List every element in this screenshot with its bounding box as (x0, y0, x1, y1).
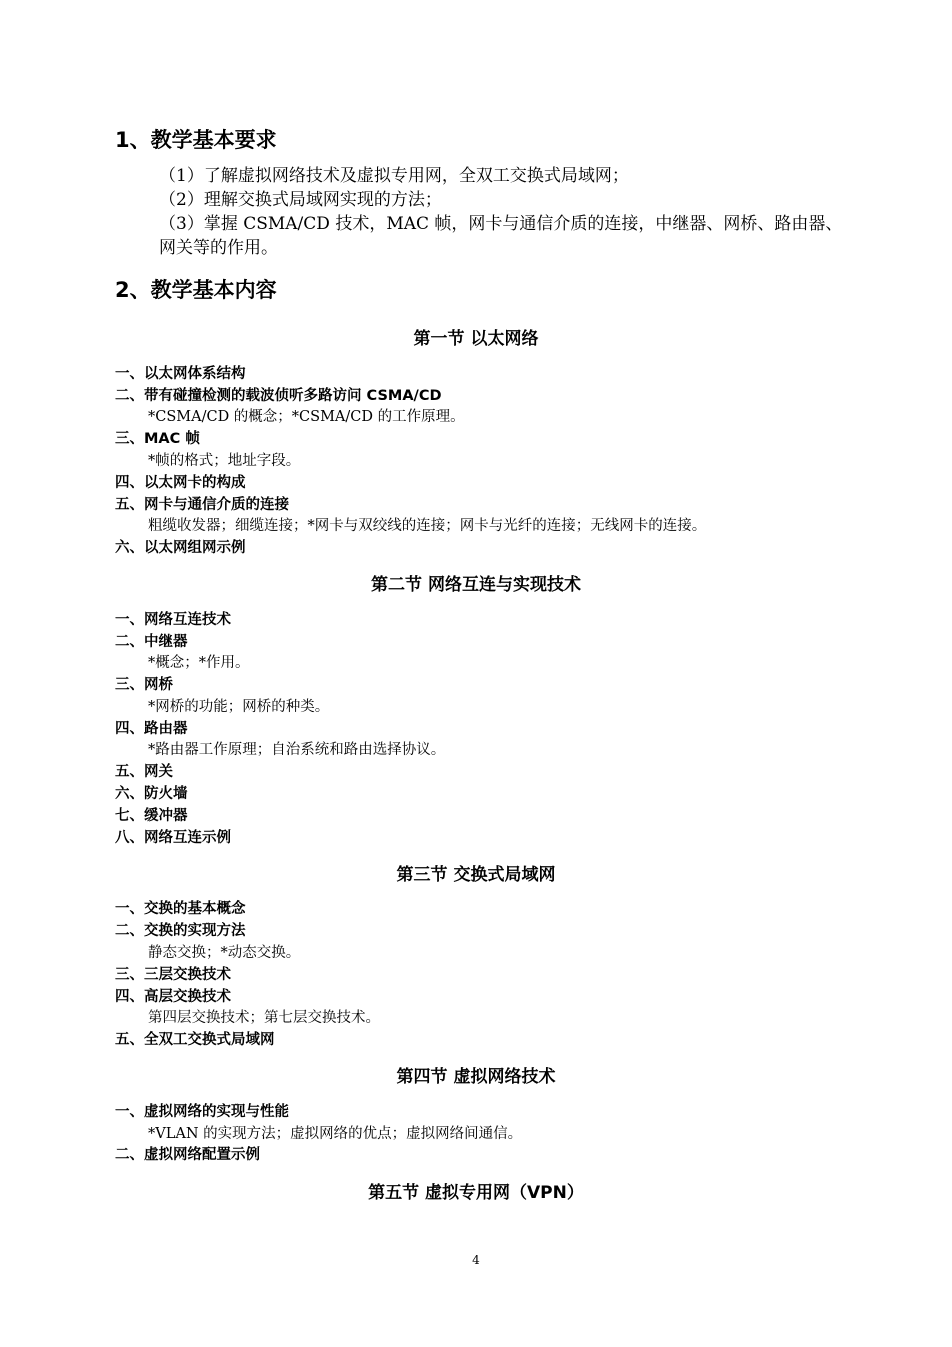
list-item-detail: 静态交换；*动态交换。 (148, 945, 301, 961)
list-item-detail: *帧的格式；地址字段。 (148, 453, 301, 469)
list-item-detail: *路由器工作原理；自治系统和路由选择协议。 (148, 742, 446, 758)
list-item: 五、网卡与通信介质的连接 (115, 497, 289, 513)
heading-teaching-requirements: 1、教学基本要求 (115, 128, 277, 152)
section-title-vpn: 第五节 虚拟专用网（VPN） (368, 1183, 584, 1203)
page-number: 4 (472, 1253, 480, 1267)
list-item: 七、缓冲器 (115, 808, 188, 824)
list-item: 五、全双工交换式局域网 (115, 1032, 275, 1048)
list-item: 一、以太网体系结构 (115, 366, 246, 382)
list-item: 三、网桥 (115, 677, 173, 693)
list-item: 五、网关 (115, 764, 173, 780)
list-item: 六、以太网组网示例 (115, 540, 246, 556)
list-item: 一、交换的基本概念 (115, 901, 246, 917)
requirement-item: （2）理解交换式局域网实现的方法； (159, 190, 442, 210)
list-item-detail: *概念；*作用。 (148, 655, 250, 671)
list-item: 二、带有碰撞检测的载波侦听多路访问 CSMA/CD (115, 388, 442, 404)
section-title-switched-lan: 第三节 交换式局域网 (396, 865, 556, 885)
list-item: 一、虚拟网络的实现与性能 (115, 1104, 289, 1120)
list-item-detail: 第四层交换技术；第七层交换技术。 (148, 1010, 380, 1026)
list-item: 二、交换的实现方法 (115, 923, 246, 939)
list-item: 二、中继器 (115, 634, 188, 650)
list-item: 三、MAC 帧 (115, 431, 200, 447)
list-item: 二、虚拟网络配置示例 (115, 1147, 260, 1163)
list-item-detail: *CSMA/CD 的概念；*CSMA/CD 的工作原理。 (148, 409, 465, 425)
list-item: 六、防火墙 (115, 786, 188, 802)
section-title-vlan: 第四节 虚拟网络技术 (396, 1067, 556, 1087)
list-item: 四、路由器 (115, 721, 188, 737)
heading-teaching-content: 2、教学基本内容 (115, 278, 277, 302)
section-title-ethernet: 第一节 以太网络 (413, 329, 539, 349)
requirement-item: （3）掌握 CSMA/CD 技术，MAC 帧，网卡与通信介质的连接，中继器、网桥、路由器、网关等的作用。 (159, 214, 843, 258)
list-item: 一、网络互连技术 (115, 612, 231, 628)
requirements-list (115, 164, 845, 260)
list-item-detail: 粗缆收发器；细缆连接；*网卡与双绞线的连接；网卡与光纤的连接；无线网卡的连接。 (148, 518, 707, 534)
list-item: 八、网络互连示例 (115, 830, 231, 846)
list-item: 三、三层交换技术 (115, 967, 231, 983)
list-item-detail: *网桥的功能；网桥的种类。 (148, 699, 330, 715)
list-item-detail: *VLAN 的实现方法；虚拟网络的优点；虚拟网络间通信。 (148, 1126, 523, 1142)
section-title-internetworking: 第二节 网络互连与实现技术 (371, 575, 581, 595)
list-item: 四、以太网卡的构成 (115, 475, 246, 491)
requirement-item: （1）了解虚拟网络技术及虚拟专用网，全双工交换式局域网； (159, 166, 629, 186)
list-item: 四、高层交换技术 (115, 989, 231, 1005)
